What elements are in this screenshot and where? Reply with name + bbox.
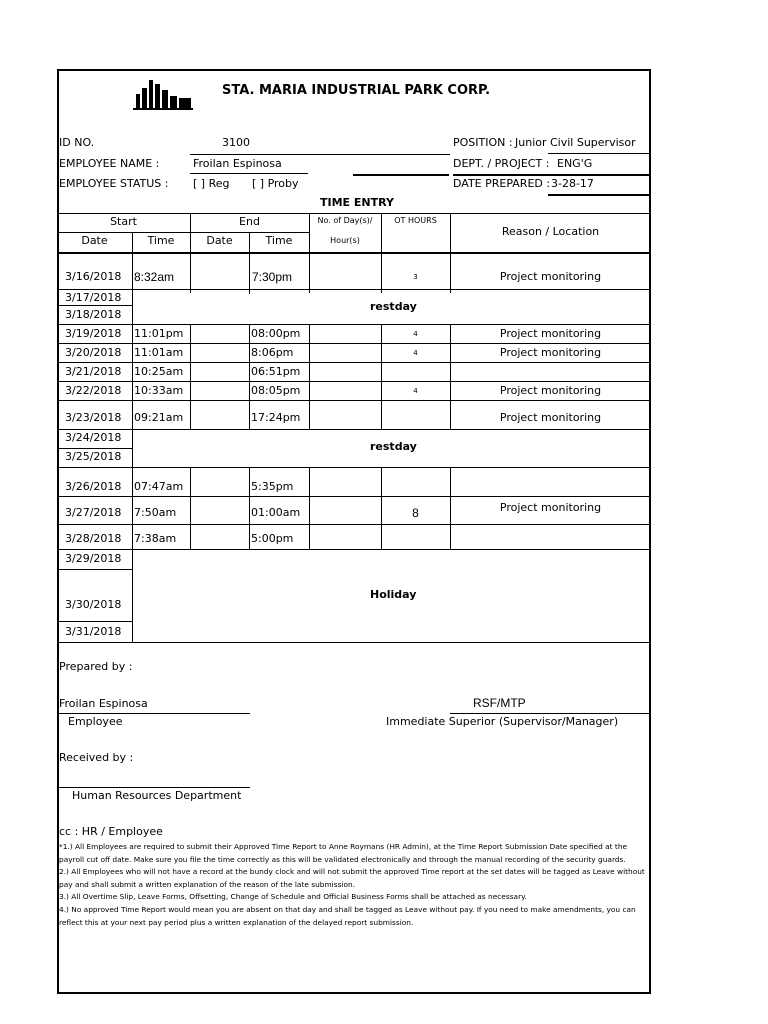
row-start-time: 7:50am — [134, 506, 177, 519]
row-days: 4 — [413, 330, 418, 338]
row-date: 3/22/2018 — [65, 384, 122, 397]
holiday-label: Holiday — [370, 588, 417, 601]
underline — [453, 174, 651, 176]
row-date: 3/24/2018 — [65, 431, 122, 444]
header-reason: Reason / Location — [501, 225, 600, 238]
row-start-time: 7:38am — [134, 532, 177, 545]
row-reason: Project monitoring — [499, 384, 602, 397]
row-reason: Project monitoring — [499, 327, 602, 340]
row-reason: Project monitoring — [499, 411, 602, 424]
row-reason: Project monitoring — [499, 270, 602, 283]
position-value: Junior Civil Supervisor — [515, 136, 636, 149]
id-label: ID NO. — [59, 136, 95, 149]
row-days: 3 — [413, 273, 418, 281]
employee-name-value: Froilan Espinosa — [193, 157, 282, 170]
row-start-time: 09:21am — [134, 411, 184, 424]
row-date: 3/23/2018 — [65, 411, 122, 424]
row-line — [57, 621, 132, 622]
table-top-line — [57, 213, 651, 214]
header-bottom-line — [57, 252, 651, 254]
col-line — [309, 467, 310, 549]
row-line — [57, 400, 651, 401]
row-line — [57, 524, 651, 525]
restday-label: restday — [370, 440, 417, 453]
row-reason: Project monitoring — [499, 346, 602, 359]
header-start: Start — [110, 215, 137, 228]
underline — [548, 153, 651, 154]
row-date: 3/25/2018 — [65, 450, 122, 463]
row-days: 4 — [413, 387, 418, 395]
row-date: 3/16/2018 — [65, 270, 122, 283]
row-line — [57, 381, 651, 382]
row-date: 3/28/2018 — [65, 532, 122, 545]
employee-status-label: EMPLOYEE STATUS : — [59, 177, 169, 190]
header-mid-line — [57, 232, 309, 233]
header-ot-hours: OT HOURS — [394, 216, 437, 225]
col-line — [190, 324, 191, 429]
company-name: STA. MARIA INDUSTRIAL PARK CORP. — [222, 83, 491, 98]
row-line — [57, 429, 651, 430]
header-days-line2: Hour(s) — [330, 236, 360, 245]
row-line — [57, 324, 651, 325]
row-start-time: 07:47am — [134, 480, 184, 493]
row-line — [57, 289, 651, 290]
dept-value: ENG'G — [557, 157, 593, 170]
col-line — [381, 324, 382, 429]
row-end-time: 17:24pm — [251, 411, 301, 424]
row-date: 3/30/2018 — [65, 598, 122, 611]
position-label: POSITION : — [453, 136, 513, 149]
row-reason: Project monitoring — [499, 501, 602, 514]
row-line — [57, 305, 132, 306]
status-reg-checkbox[interactable]: [ ] Reg — [193, 177, 230, 190]
row-start-time: 11:01am — [134, 346, 184, 359]
row-end-time: 5:00pm — [251, 532, 294, 545]
employee-name-label: EMPLOYEE NAME : — [59, 157, 160, 170]
row-date: 3/19/2018 — [65, 327, 122, 340]
header-days-line1: No. of Day(s)/ — [317, 216, 373, 225]
employee-signature-name: Froilan Espinosa — [59, 697, 148, 710]
underline — [353, 174, 449, 176]
row-date: 3/20/2018 — [65, 346, 122, 359]
id-value: 3100 — [222, 136, 250, 149]
company-logo — [133, 76, 193, 112]
underline — [190, 154, 450, 155]
row-line — [57, 343, 651, 344]
row-line — [57, 467, 651, 468]
date-prepared-value: 3-28-17 — [551, 177, 594, 190]
row-start-time: 10:25am — [134, 365, 184, 378]
row-end-time: 08:05pm — [251, 384, 301, 397]
row-line — [57, 496, 651, 497]
row-days: 4 — [413, 349, 418, 357]
employee-role: Employee — [68, 715, 123, 728]
col-line — [249, 467, 250, 549]
header-end-date: Date — [206, 234, 233, 247]
cc-line: cc : HR / Employee — [59, 825, 163, 838]
row-line — [57, 448, 132, 449]
row-date: 3/21/2018 — [65, 365, 122, 378]
row-date: 3/18/2018 — [65, 308, 122, 321]
row-date: 3/29/2018 — [65, 552, 122, 565]
row-line — [57, 549, 651, 550]
date-prepared-label: DATE PREPARED : — [453, 177, 551, 190]
row-end-time: 5:35pm — [251, 480, 294, 493]
row-end-time: 7:30pm — [252, 270, 293, 284]
header-start-date: Date — [81, 234, 108, 247]
col-line — [132, 232, 133, 642]
hr-department: Human Resources Department — [72, 789, 242, 802]
footer-notes — [59, 841, 651, 929]
superior-role: Immediate Superior (Supervisor/Manager) — [386, 715, 619, 728]
superior-signature-name: RSF/MTP — [473, 696, 526, 710]
row-date: 3/17/2018 — [65, 291, 122, 304]
row-date: 3/31/2018 — [65, 625, 122, 638]
row-end-time: 8:06pm — [251, 346, 294, 359]
prepared-by-label: Prepared by : — [59, 660, 133, 673]
row-date: 3/26/2018 — [65, 480, 122, 493]
received-by-label: Received by : — [59, 751, 134, 764]
col-line — [381, 213, 382, 293]
signature-line — [450, 713, 651, 714]
restday-label: restday — [370, 300, 417, 313]
col-line — [309, 213, 310, 293]
header-start-time: Time — [147, 234, 175, 247]
row-days: 8 — [412, 506, 419, 520]
col-line — [309, 324, 310, 429]
row-line — [57, 569, 132, 570]
row-end-time: 08:00pm — [251, 327, 301, 340]
signature-line — [57, 713, 250, 714]
col-line — [249, 324, 250, 429]
header-end-time: Time — [265, 234, 293, 247]
dept-label: DEPT. / PROJECT : — [453, 157, 550, 170]
row-end-time: 06:51pm — [251, 365, 301, 378]
status-proby-checkbox[interactable]: [ ] Proby — [252, 177, 299, 190]
row-date: 3/27/2018 — [65, 506, 122, 519]
time-entry-title: TIME ENTRY — [320, 196, 394, 209]
header-end: End — [239, 215, 260, 228]
row-start-time: 10:33am — [134, 384, 184, 397]
row-end-time: 01:00am — [251, 506, 301, 519]
signature-line — [57, 787, 250, 788]
row-start-time: 8:32am — [134, 270, 175, 284]
row-line — [57, 642, 651, 643]
footer-note: *1.) All Employees are required to submit their Approved Time Report to Anne Roymans (HR Admin), at the Time Report Submission Date specified at the payroll cut off date. Make sure you file the time correctly as this will be validated electronically and through the manual recording of the security guards. — [59, 842, 628, 864]
footer-note: 3.) All Overtime Slip, Leave Forms, Offsetting, Change of Schedule and Official Business Forms shall be attached as necessary. — [59, 892, 527, 902]
underline — [548, 194, 651, 196]
row-start-time: 11:01pm — [134, 327, 184, 340]
col-line — [190, 467, 191, 549]
footer-note: 2.) All Employees who will not have a record at the bundy clock and will not submit the approved Time report at the set dates will be tagged as Leave without pay and shall submit a written explanation of the reason of the late submission. — [59, 867, 645, 889]
footer-note: 4.) No approved Time Report would mean you are absent on that day and shall be tagged as Leave without pay. If you need to make amendments, you can reflect this at your next pay period plus a written explanation of the delayed report submission. — [59, 904, 636, 927]
underline — [190, 173, 308, 174]
row-line — [57, 362, 651, 363]
